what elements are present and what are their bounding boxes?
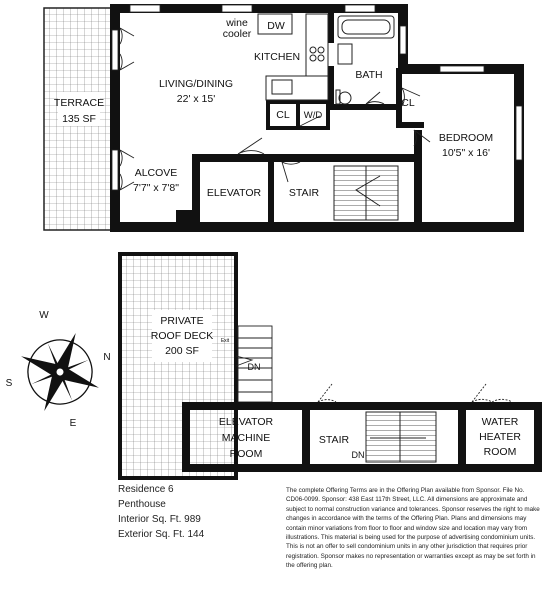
dn-lower-label: DN bbox=[351, 450, 365, 460]
bedroom-label: BEDROOM bbox=[438, 132, 494, 144]
residence-label: Residence 6 bbox=[118, 484, 174, 495]
wine-cooler-label-2: cooler bbox=[222, 28, 252, 40]
water-heater-label-2: HEATER bbox=[479, 431, 521, 443]
dn-upper-label: DN bbox=[247, 362, 261, 372]
disclaimer-text: The complete Offering Terms are in the Offering Plan available from Sponsor. File No. CD06-0099. Sponsor: 438 East 117th Street, LLC. All dimensions are approximate and subject to normal construction variance and tolerances. Sponsor reserves the right to make changes in accordance with the terms of the Offering Plan. Plans and dimensions may contain minor variations from floor to floor and window size and location may vary from illustrations. This material is being used for the purpose of advertising condominium units. This is not an offer to sell condominium units in any other jurisdiction that requires prior registration. Sponsor makes no representation or warranties except as may be set forth in the offering plan. bbox=[286, 487, 540, 570]
water-heater-label-3: ROOM bbox=[483, 446, 517, 458]
unit-info bbox=[118, 482, 278, 542]
cl-kitchen-label: CL bbox=[276, 109, 290, 121]
terrace-label: TERRACE bbox=[53, 97, 105, 109]
elevator-machine-label-2: MACHINE bbox=[221, 432, 271, 444]
alcove-label: ALCOVE bbox=[134, 167, 178, 179]
elevator-label: ELEVATOR bbox=[206, 187, 262, 199]
stair-label: STAIR bbox=[288, 187, 320, 199]
terrace-doors bbox=[120, 28, 134, 190]
dw-label: DW bbox=[267, 20, 285, 32]
interior-sqft: Interior Sq. Ft. 989 bbox=[118, 514, 201, 525]
kitchen-label: KITCHEN bbox=[253, 51, 301, 63]
wine-cooler-label-1: wine bbox=[226, 17, 248, 29]
roof-deck-area: 200 SF bbox=[165, 345, 199, 357]
compass-n: N bbox=[103, 352, 111, 363]
living-label: LIVING/DINING bbox=[158, 78, 234, 90]
bedroom-dims: 10'5" x 16' bbox=[441, 147, 491, 159]
upper-stair bbox=[366, 412, 436, 462]
bath-fixtures bbox=[336, 16, 394, 104]
exterior-sqft: Exterior Sq. Ft. 144 bbox=[118, 529, 205, 540]
exit-label: Exit bbox=[220, 338, 230, 344]
water-heater-label-1: WATER bbox=[481, 416, 519, 428]
stair-upper-label: STAIR bbox=[318, 434, 350, 446]
living-dims: 22' x 15' bbox=[176, 93, 216, 105]
compass-w: W bbox=[39, 310, 49, 321]
alcove-dims: 7'7" x 7'8" bbox=[133, 182, 179, 194]
elevator-machine-label-3: ROOM bbox=[229, 448, 263, 460]
elevator-machine-label-1: ELEVATOR bbox=[218, 416, 274, 428]
roof-deck-label-2: ROOF DECK bbox=[150, 330, 214, 342]
roof-deck-label-1: PRIVATE bbox=[160, 315, 204, 327]
wd-label: W/D bbox=[303, 110, 323, 121]
roof-deck bbox=[118, 252, 238, 480]
bath-label: BATH bbox=[355, 69, 383, 81]
compass-e: E bbox=[69, 418, 77, 429]
terrace-area: 135 SF bbox=[62, 113, 96, 125]
upper-doors bbox=[318, 384, 512, 402]
compass-rose bbox=[5, 317, 114, 426]
cl-bath-label: CL bbox=[401, 97, 415, 109]
compass-s: S bbox=[5, 378, 13, 389]
level-label: Penthouse bbox=[118, 499, 166, 510]
